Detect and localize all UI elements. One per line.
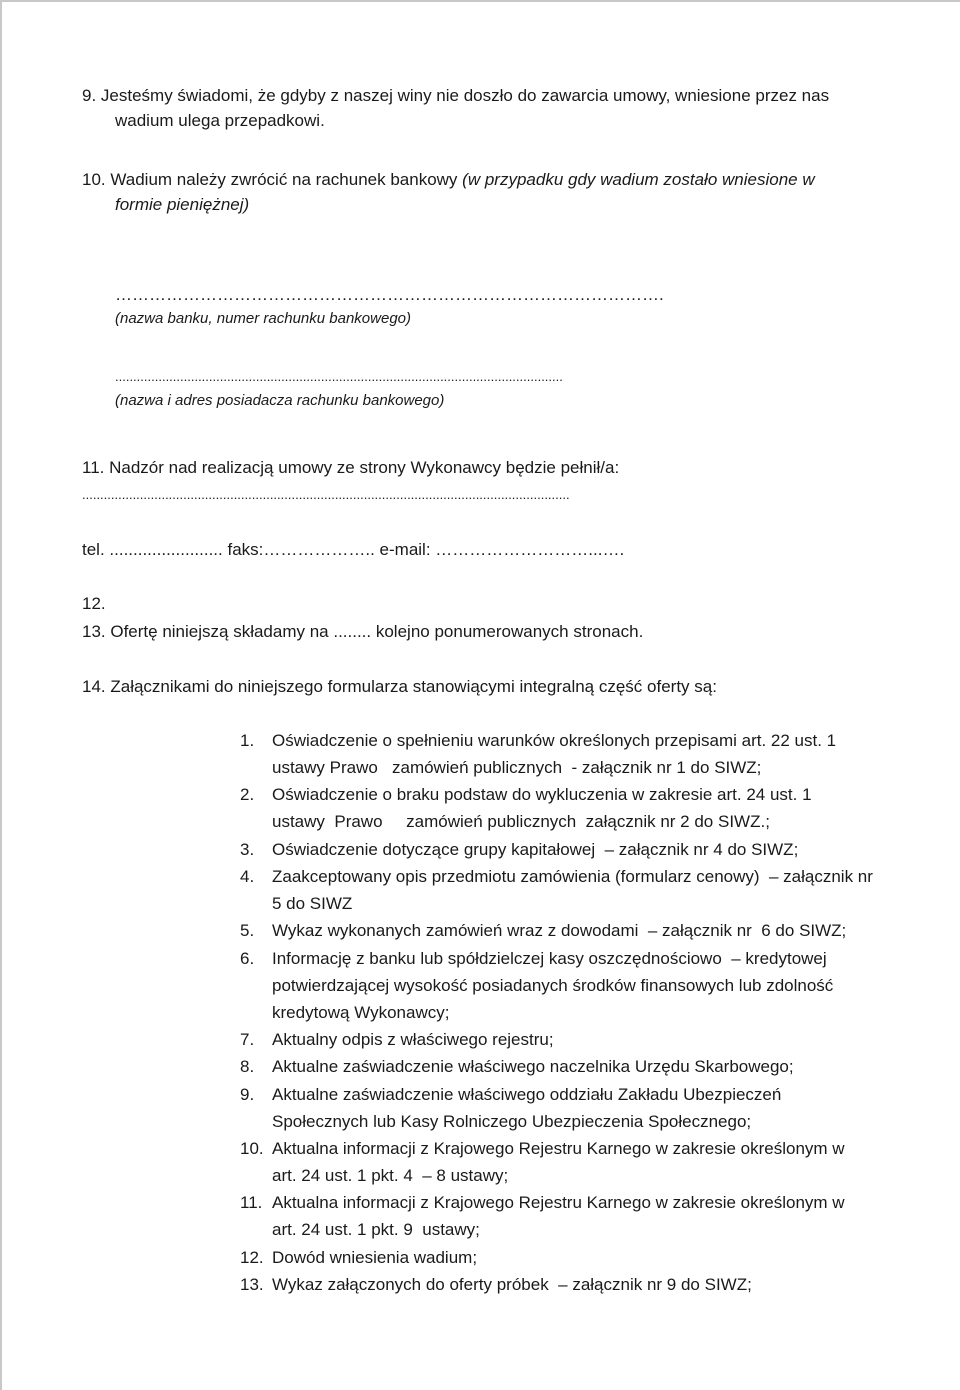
paragraph-11: 11. Nadzór nad realizacją umowy ze strony Wykonawcy będzie pełnił/a: — [82, 458, 620, 477]
attachment-item — [240, 1139, 900, 1193]
attachment-item — [240, 1275, 900, 1302]
attachment-number: 8. — [240, 1057, 255, 1076]
attachment-text: Aktualne zaświadczenie właściwego naczelnika Urzędu Skarbowego; — [272, 1057, 794, 1076]
attachment-item — [240, 1193, 900, 1247]
attachment-text: Zaakceptowany opis przedmiotu zamówienia (formularz cenowy) – załącznik nr — [272, 867, 873, 886]
paragraph-9-line-1: 9. Jesteśmy świadomi, że gdyby z naszej winy nie doszło do zawarcia umowy, wniesione przez nas — [82, 86, 830, 105]
paragraph-10-text: 10. Wadium należy zwrócić na rachunek bankowy — [82, 170, 463, 189]
attachment-item — [240, 731, 900, 785]
account-holder-caption: (nazwa i adres posiadacza rachunku bankowego) — [115, 392, 445, 409]
attachment-number: 9. — [240, 1085, 255, 1104]
attachment-number: 13. — [240, 1275, 264, 1294]
attachment-item — [240, 1248, 900, 1275]
attachment-text: Aktualny odpis z właściwego rejestru; — [272, 1030, 554, 1049]
page-border-top — [0, 0, 960, 2]
attachment-item — [240, 1057, 900, 1084]
attachment-item — [240, 840, 900, 867]
attachment-number: 12. — [240, 1248, 264, 1267]
attachment-text: art. 24 ust. 1 pkt. 9 ustawy; — [272, 1220, 480, 1239]
attachment-item — [240, 867, 900, 921]
attachment-item — [240, 1085, 900, 1139]
paragraph-10-italic: (w przypadku gdy wadium zostało wniesione w — [462, 170, 815, 189]
bank-account-field: ……………………………………………………………………………………. — [115, 285, 664, 304]
supervisor-field: ....................................................................................................................................... — [82, 487, 570, 502]
attachment-number: 6. — [240, 949, 255, 968]
paragraph-10-line-1 — [82, 170, 815, 190]
attachment-text: Wykaz załączonych do oferty próbek – załącznik nr 9 do SIWZ; — [272, 1275, 752, 1294]
attachment-text: Informację z banku lub spółdzielczej kasy oszczędnościowo – kredytowej — [272, 949, 827, 968]
attachment-text: Oświadczenie o spełnieniu warunków określonych przepisami art. 22 ust. 1 — [272, 731, 837, 750]
paragraph-10-line-2: formie pieniężnej) — [115, 195, 250, 214]
attachment-text: Społecznych lub Kasy Rolniczego Ubezpieczenia Społecznego; — [272, 1112, 752, 1131]
attachment-item — [240, 921, 900, 948]
attachment-item — [240, 1030, 900, 1057]
attachment-number: 5. — [240, 921, 255, 940]
attachment-text: Dowód wniesienia wadium; — [272, 1248, 478, 1267]
bank-account-caption: (nazwa banku, numer rachunku bankowego) — [115, 310, 412, 327]
attachment-number: 7. — [240, 1030, 255, 1049]
contact-line: tel. ........................ faks:……………….. e-mail: ………………………...…. — [82, 540, 625, 559]
attachment-number: 10. — [240, 1139, 264, 1158]
attachment-text: Aktualne zaświadczenie właściwego oddziału Zakładu Ubezpieczeń — [272, 1085, 782, 1104]
attachment-text: Oświadczenie o braku podstaw do wykluczenia w zakresie art. 24 ust. 1 — [272, 785, 812, 804]
paragraph-12: 12. — [82, 594, 106, 613]
attachment-text: 5 do SIWZ — [272, 894, 353, 913]
attachment-text: Aktualna informacji z Krajowego Rejestru Karnego w zakresie określonym w — [272, 1139, 845, 1158]
attachment-number: 4. — [240, 867, 255, 886]
account-holder-field: ............................................................................................................................ — [115, 369, 563, 384]
attachment-text: Wykaz wykonanych zamówień wraz z dowodami – załącznik nr 6 do SIWZ; — [272, 921, 847, 940]
attachment-item — [240, 785, 900, 839]
attachment-number: 11. — [240, 1193, 263, 1212]
attachment-text: kredytową Wykonawcy; — [272, 1003, 450, 1022]
attachment-number: 1. — [240, 731, 255, 750]
paragraph-9-line-2: wadium ulega przepadkowi. — [115, 111, 325, 130]
attachment-item — [240, 949, 900, 1031]
attachment-text: potwierdzającej wysokość posiadanych środków finansowych lub zdolność — [272, 976, 834, 995]
attachment-text: Aktualna informacji z Krajowego Rejestru Karnego w zakresie określonym w — [272, 1193, 845, 1212]
attachment-text: Oświadczenie dotyczące grupy kapitałowej – załącznik nr 4 do SIWZ; — [272, 840, 799, 859]
paragraph-14: 14. Załącznikami do niniejszego formularza stanowiącymi integralną część oferty są: — [82, 677, 717, 696]
paragraph-13: 13. Ofertę niniejszą składamy na ........ kolejno ponumerowanych stronach. — [82, 622, 644, 641]
attachment-number: 2. — [240, 785, 255, 804]
attachment-text: ustawy Prawo zamówień publicznych załącznik nr 2 do SIWZ.; — [272, 812, 770, 831]
attachment-number: 3. — [240, 840, 255, 859]
attachment-text: art. 24 ust. 1 pkt. 4 – 8 ustawy; — [272, 1166, 509, 1185]
attachment-text: ustawy Prawo zamówień publicznych - załącznik nr 1 do SIWZ; — [272, 758, 762, 777]
page-border-left — [0, 0, 2, 1390]
